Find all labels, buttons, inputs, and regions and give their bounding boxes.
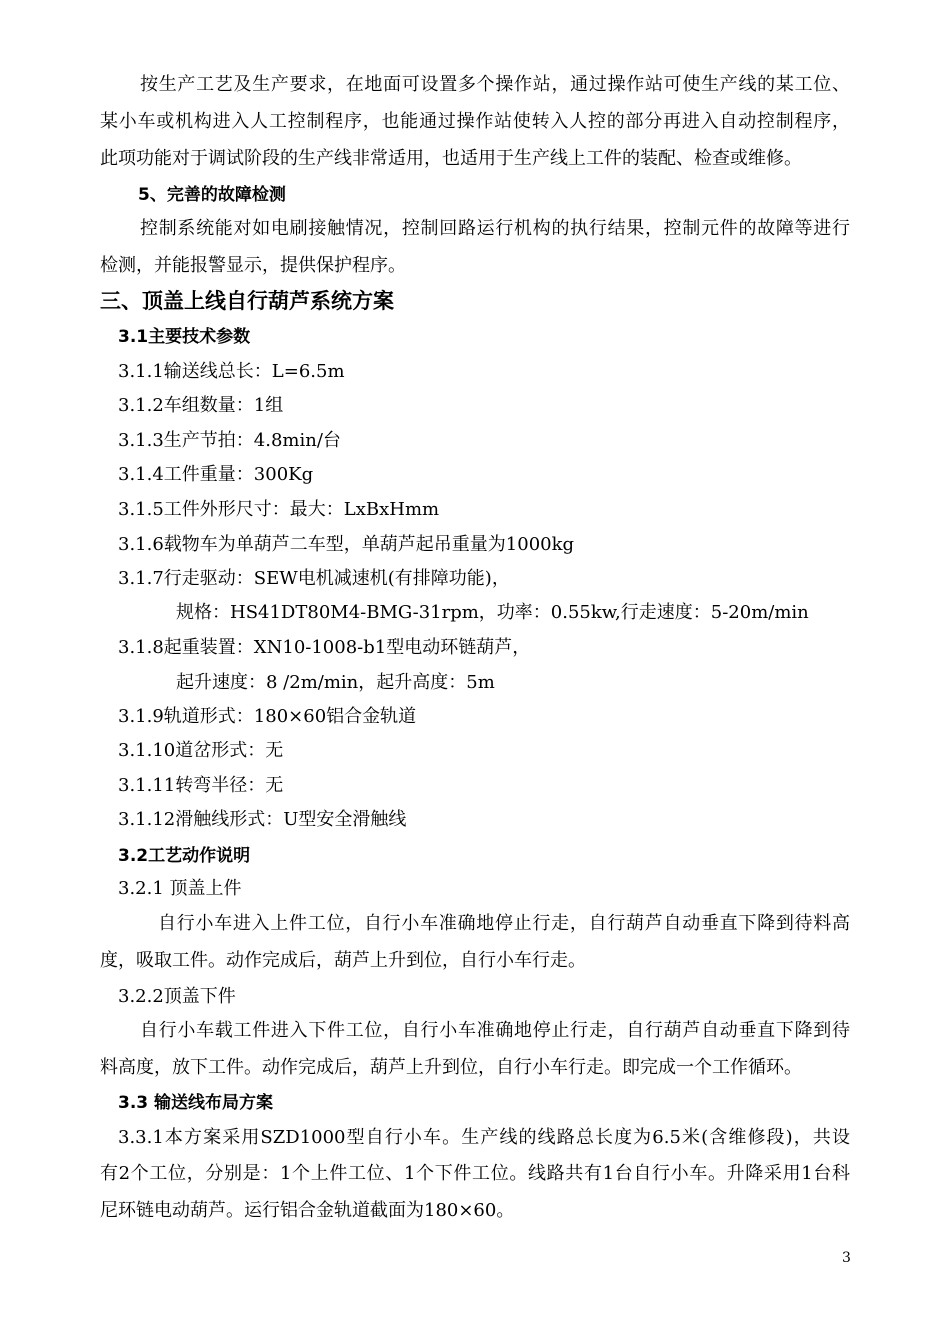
spec-item: 3.1.10道岔形式：无 [118,740,284,761]
spec-item: 3.1.5工件外形尺寸：最大：LxBxHmm [118,499,440,520]
spec-item-detail: 规格：HS41DT80M4-BMG-31rpm，功率：0.55kw,行走速度：5-20m/min [176,602,809,623]
spec-item: 3.1.6载物车为单葫芦二车型，单葫芦起吊重量为1000kg [118,534,575,555]
step-heading: 3.2.1 顶盖上件 [118,878,242,899]
paragraph-line: 有2个工位，分别是：1个上件工位、1个下件工位。线路共有1台自行小车。升降采用1台科 [100,1163,850,1184]
paragraph-line: 此项功能对于调试阶段的生产线非常适用，也适用于生产线上工件的装配、检查或维修。 [100,148,802,169]
spec-item: 3.1.2车组数量：1组 [118,395,284,416]
section-heading: 5、完善的故障检测 [138,185,286,205]
chapter-heading: 三、顶盖上线自行葫芦系统方案 [100,289,394,313]
paragraph-line: 某小车或机构进入人工控制程序，也能通过操作站使转入人控的部分再进入自动控制程序， [100,111,850,132]
paragraph-line: 3.3.1本方案采用SZD1000型自行小车。生产线的线路总长度为6.5米(含维修段)，共设 [118,1127,850,1148]
spec-item: 3.1.1输送线总长：L=6.5m [118,361,345,382]
paragraph-line: 按生产工艺及生产要求，在地面可设置多个操作站，通过操作站可使生产线的某工位、 [140,74,850,95]
spec-item: 3.1.3生产节拍：4.8min/台 [118,430,341,451]
paragraph-line: 自行小车进入上件工位，自行小车准确地停止行走，自行葫芦自动垂直下降到待料高 [158,913,850,934]
spec-item: 3.1.11转弯半径：无 [118,775,284,796]
subsection-heading: 3.3 输送线布局方案 [118,1093,274,1113]
paragraph-line: 控制系统能对如电刷接触情况，控制回路运行机构的执行结果，控制元件的故障等进行 [140,218,850,239]
spec-item-detail: 起升速度：8 /2m/min，起升高度：5m [176,672,495,693]
page-number: 3 [842,1250,851,1266]
subsection-heading: 3.2工艺动作说明 [118,846,251,866]
paragraph-line: 料高度，放下工件。动作完成后，葫芦上升到位，自行小车行走。即完成一个工作循环。 [100,1057,802,1078]
spec-item: 3.1.4工件重量：300Kg [118,464,314,485]
spec-item: 3.1.8起重装置：XN10-1008-b1型电动环链葫芦， [118,637,531,658]
spec-item: 3.1.7行走驱动：SEW电机减速机(有排障功能)， [118,568,510,589]
spec-item: 3.1.9轨道形式：180×60铝合金轨道 [118,706,417,727]
paragraph-line: 自行小车载工件进入下件工位，自行小车准确地停止行走，自行葫芦自动垂直下降到待 [140,1020,850,1041]
spec-item: 3.1.12滑触线形式：U型安全滑触线 [118,809,407,830]
paragraph-line: 尼环链电动葫芦。运行铝合金轨道截面为180×60。 [100,1200,515,1221]
paragraph-line: 度，吸取工件。动作完成后，葫芦上升到位，自行小车行走。 [100,950,586,971]
paragraph-line: 检测，并能报警显示，提供保护程序。 [100,255,406,276]
step-heading: 3.2.2顶盖下件 [118,986,236,1007]
subsection-heading: 3.1主要技术参数 [118,327,251,347]
